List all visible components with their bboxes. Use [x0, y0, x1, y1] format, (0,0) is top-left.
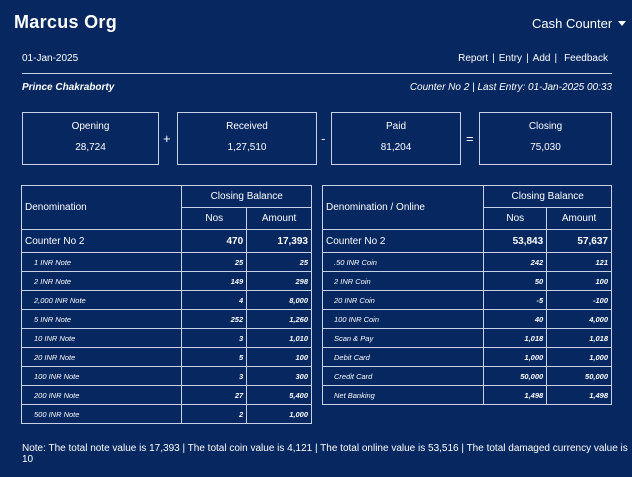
group-row: [323, 230, 612, 253]
amount-header: Amount: [547, 208, 612, 230]
paid-label: Paid: [385, 121, 406, 132]
row-name: 100 INR Coin: [323, 310, 484, 329]
row-nos: 4: [182, 291, 247, 310]
cash-counter-dropdown[interactable]: [532, 16, 626, 31]
closing-box: [479, 112, 612, 165]
row-name: 1 INR Note: [22, 253, 182, 272]
nav-separator: |: [526, 53, 529, 64]
row-name: 10 INR Note: [22, 329, 182, 348]
row-name: 2 INR Coin: [323, 272, 484, 291]
row-nos: 40: [484, 310, 547, 329]
paid-value: 81,204: [380, 142, 412, 153]
row-amount: 50,000: [547, 367, 612, 386]
table-row: [323, 291, 612, 310]
caret-down-icon: [618, 21, 626, 26]
table-row: [22, 329, 312, 348]
row-nos: 242: [484, 253, 547, 272]
table-row: [22, 310, 312, 329]
notes-table: [21, 185, 312, 424]
header-divider: [22, 73, 612, 74]
group-amount: 17,393: [247, 230, 312, 253]
row-amount: 1,000: [547, 348, 612, 367]
row-amount: 300: [247, 367, 312, 386]
table-row: [22, 272, 312, 291]
group-name: Counter No 2: [323, 230, 484, 253]
table-row: [22, 253, 312, 272]
row-amount: 8,000: [247, 291, 312, 310]
group-amount: 57,637: [547, 230, 612, 253]
row-nos: 1,000: [484, 348, 547, 367]
closing-balance-header: Closing Balance: [182, 186, 312, 208]
row-nos: 252: [182, 310, 247, 329]
closing-label: Closing: [528, 121, 563, 132]
row-name: Net Banking: [323, 386, 484, 405]
user-name: Prince Chakraborty: [22, 82, 115, 93]
table-row: [323, 367, 612, 386]
row-amount: 121: [547, 253, 612, 272]
row-nos: 3: [182, 367, 247, 386]
current-date: 01-Jan-2025: [22, 53, 79, 64]
nav-feedback-link[interactable]: Feedback: [564, 53, 608, 64]
group-nos: 470: [182, 230, 247, 253]
coins-online-table: [322, 185, 612, 405]
equals-operator: =: [466, 131, 474, 146]
row-amount: 298: [247, 272, 312, 291]
nav-report-link[interactable]: Report: [458, 53, 489, 64]
row-name: Debit Card: [323, 348, 484, 367]
row-name: 20 INR Coin: [323, 291, 484, 310]
row-nos: 50: [484, 272, 547, 291]
row-name: 2,000 INR Note: [22, 291, 182, 310]
row-amount: 25: [247, 253, 312, 272]
minus-operator: -: [321, 131, 326, 146]
table-row: [323, 348, 612, 367]
row-amount: 1,018: [547, 329, 612, 348]
cash-counter-label: Cash Counter: [532, 16, 613, 31]
row-nos: 2: [182, 405, 247, 424]
row-name: Scan & Pay: [323, 329, 484, 348]
row-nos: 1,498: [484, 386, 547, 405]
table-row: [323, 386, 612, 405]
denomination-header: Denomination: [22, 186, 182, 230]
row-nos: 1,018: [484, 329, 547, 348]
closing-value: 75,030: [530, 142, 561, 153]
group-nos: 53,843: [484, 230, 547, 253]
row-name: 200 INR Note: [22, 386, 182, 405]
opening-value: 28,724: [75, 142, 106, 153]
amount-header: Amount: [247, 208, 312, 230]
row-nos: 50,000: [484, 367, 547, 386]
row-amount: 1,010: [247, 329, 312, 348]
paid-box: [331, 112, 461, 165]
closing-balance-header: Closing Balance: [484, 186, 612, 208]
counter-info: Counter No 2 | Last Entry: 01-Jan-2025 00:33: [409, 82, 612, 93]
received-box: [177, 112, 317, 165]
table-row: [323, 272, 612, 291]
nav-separator: |: [492, 53, 495, 64]
row-amount: -100: [547, 291, 612, 310]
received-value: 1,27,510: [227, 142, 267, 153]
row-name: 20 INR Note: [22, 348, 182, 367]
row-amount: 1,498: [547, 386, 612, 405]
row-name: 500 INR Note: [22, 405, 182, 424]
row-amount: 1,000: [247, 405, 312, 424]
nav-entry-link[interactable]: Entry: [498, 53, 523, 64]
opening-box: [22, 112, 159, 165]
table-row: [22, 405, 312, 424]
row-nos: 27: [182, 386, 247, 405]
row-amount: 5,400: [247, 386, 312, 405]
nav-separator: |: [554, 53, 558, 64]
row-amount: 100: [547, 272, 612, 291]
table-row: [22, 348, 312, 367]
row-name: .50 INR Coin: [323, 253, 484, 272]
table-row: [22, 386, 312, 405]
row-name: 2 INR Note: [22, 272, 182, 291]
table-row: [323, 329, 612, 348]
row-name: 5 INR Note: [22, 310, 182, 329]
received-label: Received: [226, 121, 268, 132]
top-nav: [458, 53, 608, 64]
opening-label: Opening: [71, 121, 110, 132]
table-row: [323, 310, 612, 329]
row-amount: 100: [247, 348, 312, 367]
group-row: [22, 230, 312, 253]
row-nos: 149: [182, 272, 247, 291]
plus-operator: +: [163, 131, 171, 146]
row-name: 100 INR Note: [22, 367, 182, 386]
footer-note: Note: The total note value is 17,393 | The total coin value is 4,121 | The total online value is 53,516 | The total damaged currency value is 10: [22, 443, 628, 465]
row-nos: 3: [182, 329, 247, 348]
row-nos: 25: [182, 253, 247, 272]
group-name: Counter No 2: [22, 230, 182, 253]
nos-header: Nos: [484, 208, 547, 230]
row-amount: 4,000: [547, 310, 612, 329]
nos-header: Nos: [182, 208, 247, 230]
table-row: [323, 253, 612, 272]
row-nos: 5: [182, 348, 247, 367]
brand-title: Marcus Org: [14, 12, 118, 32]
row-amount: 1,260: [247, 310, 312, 329]
row-name: Credit Card: [323, 367, 484, 386]
nav-add-link[interactable]: Add: [532, 53, 551, 64]
table-row: [22, 291, 312, 310]
row-nos: -5: [484, 291, 547, 310]
table-row: [22, 367, 312, 386]
denomination-online-header: Denomination / Online: [323, 186, 484, 230]
